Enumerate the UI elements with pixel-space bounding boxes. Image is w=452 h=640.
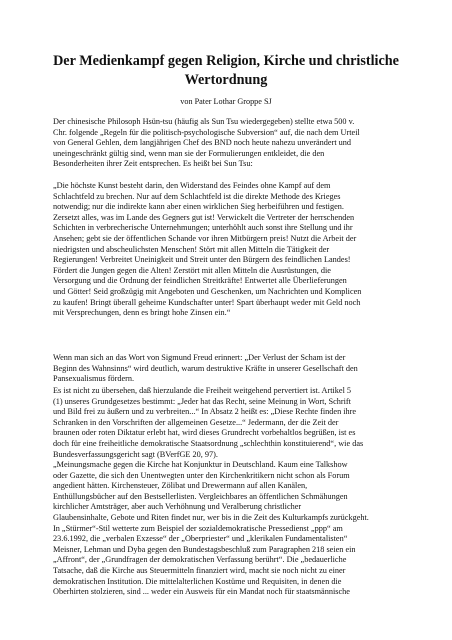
text-line: Chr. folgende „Regeln für die politisch-psychologische Subversion“ auf, die nach dem Urteil	[53, 127, 360, 137]
text-line: mit Versprechungen, denn es bringt hohe Zinsen ein.“	[53, 308, 231, 318]
text-line: Bundesverfassungsgericht sagt (BVerfGE 20, 97).	[53, 449, 218, 459]
text-line: braunen oder roten Diktatur erlebt hat, wird dieses Grundrecht vorbehaltlos begrüßen, ist es	[53, 428, 356, 438]
text-line: niedrigsten und abscheulichsten Menschen! Stört mit allen Mitteln die Tätigkeit der	[53, 244, 330, 254]
text-line: Tatsache, daß die Kirche aus Steuermitteln finanziert wird, macht sie noch nicht zu einer	[53, 565, 346, 575]
text-line: Schlachtfeld zu brechen. Nur auf dem Schlachtfeld ist die direkte Methode des Krieges	[53, 191, 341, 201]
text-line: Glaubensinhalte, Gebote und Riten findet nur, wer bis in die Zeit des Kulturkampfs zurückgeht.	[53, 512, 369, 522]
text-line: (1) unseres Grundgesetzes bestimmt: „Jeder hat das Recht, seine Meinung in Wort, Schrift	[53, 396, 351, 406]
text-line: 23.6.1992, die „verbalen Exzesse“ der „Oberpriester“ und „klerikalen Fundamentalisten“	[53, 534, 348, 544]
text-line: Ansehen; gebt sie der öffentlichen Schande vor ihren Mitbürgern preis! Nutzt die Arbeit der	[53, 233, 357, 243]
text-line: Enthüllungsbücher auf den Bestsellerlisten. Vergleichbares an öffentlichen Schmähungen	[53, 491, 348, 501]
text-line: Versorgung und die Ordnung der feindlichen Streitkräfte! Entwertet alle Überlieferungen	[53, 276, 347, 286]
text-line: „Meinungsmache gegen die Kirche hat Konjunktur in Deutschland. Kaum eine Talkshow	[53, 460, 348, 469]
text-line: Beginn des Wahnsinns“ wird deutlich, warum destruktive Kräfte in unserer Gesellschaft den	[53, 363, 358, 373]
text-line: oder Gazette, die sich den Unentwegten unter den Kirchenkritikern nicht schon als Forum	[53, 470, 350, 480]
paragraph-quote	[53, 181, 413, 319]
title-line-1: Der Medienkampf gegen Religion, Kirche und christliche	[53, 53, 399, 69]
text-line: Besonderheiten ihrer Zeit entsprechen. Es heißt bei Sun Tsu:	[53, 159, 253, 169]
paragraph-freud	[53, 353, 413, 385]
paragraph-intro	[53, 117, 413, 170]
text-line: demokratischen Institution. Die mittelalterlichen Kostüme und Requisiten, in denen die	[53, 576, 342, 586]
text-line: Schranken in den Vorschriften der allgemeinen Gesetze...“ Jedermann, der die Zeit der	[53, 417, 339, 427]
text-line: „Die höchste Kunst besteht darin, den Widerstand des Feindes ohne Kampf auf dem	[53, 181, 331, 190]
text-line: angedient hätten. Kirchensteuer, Zölibat und Drewermann auf allen Kanälen,	[53, 481, 308, 491]
text-line: Regierungen! Verbreitet Uneinigkeit und Streit unter den Bürgern des feindlichen Landes!	[53, 255, 351, 265]
text-line: notwendig; nur die indirekte kann aber einen wirklichen Sieg herbeiführen und festigen.	[53, 202, 344, 212]
paragraph-grundgesetz	[53, 386, 413, 460]
author-byline: von Pater Lothar Groppe SJ	[180, 97, 272, 106]
text-line: und Götter! Seid großzügig mit Angeboten und Geschenken, um Nachrichten und Komplicen	[53, 286, 362, 296]
text-line: Schichten in verbrecherische Unternehmungen; unterhöhlt auch sonst ihre Stellung und ihr	[53, 223, 353, 233]
text-line: „Affront“, der „Grundfragen der demokratischen Verfassung berührt“. Die „bedauerliche	[53, 555, 347, 565]
text-line: uneingeschränkt gültig sind, wenn man sie der Formulierungen entkleidet, die den	[53, 148, 325, 158]
document-title	[40, 52, 412, 89]
text-line: von General Gehlen, dem langjährigen Chef des BND noch heute nahezu unverändert und	[53, 138, 352, 148]
text-line: doch für eine freiheitliche demokratische Staatsordnung „schlechthin konstituierend“, wie das	[53, 438, 364, 448]
text-line: Meisner, Lehman und Dyba gegen den Bundestagsbeschluß zum Paragraphen 218 seien ein	[53, 544, 356, 554]
title-line-2: Wertordnung	[184, 71, 268, 88]
text-line: kirchlicher Amtsträger, aber auch Verhöhnung und Veralberung christlicher	[53, 502, 302, 512]
text-line: In „Stürmer“-Stil wetterte zum Beispiel der sozialdemokratische Pressedienst „ppp“ am	[53, 523, 343, 533]
text-line: Fördert die Jungen gegen die Alten! Zerstört mit allen Mitteln die Ausrüstungen, die	[53, 265, 331, 275]
text-line: Der chinesische Philosoph Hsün-tsu (häufig als Sun Tsu wiedergegeben) stellte etwa 500 v.	[53, 117, 355, 126]
text-line: und Bild frei zu äußern und zu verbreiten...“ In Absatz 2 heißt es: „Diese Rechte finden ihre	[53, 407, 357, 417]
text-line: zu kaufen! Bringt überall geheime Kundschafter unter! Spart überhaupt weder mit Geld noch	[53, 297, 361, 307]
text-line: Zersetzt alles, was im Lande des Gegners gut ist! Verwickelt die Vertreter der herrschenden	[53, 212, 355, 222]
text-line: Oberhirten stolzieren, sind ... weder ein Ausweis für ein Mandat noch für staatsmännische	[53, 587, 350, 597]
text-line: Wenn man sich an das Wort von Sigmund Freud erinnert: „Der Verlust der Scham ist der	[53, 353, 346, 362]
text-line: Pansexualismus fördern.	[53, 374, 135, 384]
paragraph-meinungsmache	[53, 460, 413, 598]
text-line: Es ist nicht zu übersehen, daß hierzulande die Freiheit weitgehend pervertiert ist. Artikel 5	[53, 386, 352, 395]
